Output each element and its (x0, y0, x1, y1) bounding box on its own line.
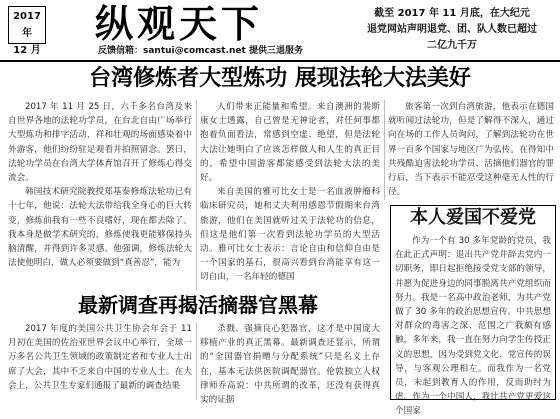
issue-date-box (8, 6, 46, 56)
issue-month: 12 月 (13, 45, 41, 56)
main-headline: 台湾修炼者大型炼功 展现法轮大法美好 (89, 66, 471, 91)
article2-column-1 (8, 322, 192, 400)
article1-paragraph: 2017 年 11 月 25 日，六千多名台湾及来自世界各地的法轮功学员，在台北自由广场举行大型炼功和排字活动，祥和壮观的场面感染着中外游客，他们纷纷驻足观看并拍照留念。罢日，法轮功学员在台湾大学体育馆召开了修炼心得交流会。 (8, 102, 192, 184)
article2-headline: 最新调查再揭活摘器官黑幕 (78, 293, 318, 317)
article1-column-3 (388, 100, 554, 200)
article2-column-2 (200, 322, 380, 406)
opinion-body (395, 234, 551, 417)
opinion-box (390, 205, 556, 417)
withdrawal-count-notice (348, 6, 556, 54)
opinion-title: 本人爱国不爱党 (410, 207, 536, 228)
article1-column-2 (200, 100, 380, 290)
article1-column-1 (8, 100, 192, 290)
article1-paragraph: 旅客第一次到台湾旅游，他表示在德国就听闻过法轮功，但是了解得不深入，通过向在场的工作人员询问，了解到法轮功在世界一百多个国家与地区广为弘传。在得知中共残酷迫害法轮功学员、活摘他们器官的罪行后，当下表示不能忍受这种毫无人性的行径。 (388, 102, 554, 198)
notice-line-2: 退党网站声明退党、团、队人数已超过 (367, 24, 537, 35)
opinion-paragraph: 作为一个有 30 多年党龄的党员，我在此正式声明：退出共产党并辞去党内一切职务，即日起拒绝接受党支部的领导，并愿为促进身边的同事脱离共产党组织而努力。我是一名高中政治老师，为共产党做了 30 多年的政治思想宣传。中共思想对群众的毒害之深、范围之广我颇有感触，多年来，我一直在努力向学生传授正义的思想，因为受到党文化、党宣传的误导，与客观公理相左。而我作为一名党员，未起到教育人的作用，反而助纣为虐。作为一个中国人，我比共产党更爱这个国家 (395, 236, 551, 417)
notice-line-1: 截至 2017 年 11 月底，在大纪元 (374, 8, 530, 19)
newspaper-title: 纵观天下 (95, 1, 264, 46)
article1-paragraph: 人们带来正能量和希望。来自澳洲的裴斯康女士透露，自己曾是无神论者，对任何事都抱着负面看法，常感到空虚、绝望，但是法轮大法让她明白了应该怎样做人和人生的真正目的，希望中国游客都能感受到法轮大法的美好。 (200, 102, 380, 184)
column-divider (384, 100, 385, 200)
article2-paragraph: 2017 年度的美国公共卫生协会年会于 11 月初在美国的佐治亚世界会议中心举行，全球一万多名公共卫生领域的政策制定者和专业人士出席了大会，其中不乏来自中国的专业人士。在大会上，公共卫生专家们通报了最新的调查结果 (8, 324, 192, 391)
column-divider (196, 322, 197, 400)
article1-paragraph: 来自美国的雅可比女士是一名血液肿瘤科临床研究员，她和丈夫利用感恩节假期来台湾旅游，他们在美国就听过关于法轮功的信息，但这是他们第一次看到法轮功学员的大型活动。雅可比女士表示：言论自由和信仰自由是一个国家的基石，很高兴看到台湾能享有这一切自由，一名年轻的德国 (200, 187, 380, 283)
notice-line-3: 二亿九千万 (427, 40, 477, 51)
issue-year: 2017 年 (13, 11, 41, 39)
masthead-rule (0, 60, 560, 62)
feedback-email: 反馈信箱：santui@comcast.net 提供三退服务 (98, 46, 303, 56)
article2-paragraph: 杀戮、强摘良心犯器官，这才是中国庞大移植产业的真正黑幕。最新调查还显示，所谓的“全国器官捐赠与分配系统”只是名义上存在，基本无法供医院调配器官。伦敦独立人权律师乔高说：中共所谓的改革，还没有获得真实的证据 (200, 324, 380, 406)
article1-paragraph: 韩国技术研究院教授郑基泰修炼法轮功已有十七年，他说：法轮大法带给我全身心的巨大转变，修炼前我有一些不良嗜好，现在都去除了。我本身是做学术研究的，修炼使我更能够保持头脑清醒，并得到许多灵感。他强调，修炼法轮大法使他明白，做人必须要做到“真善忍”，能为 (8, 187, 192, 269)
column-divider (196, 100, 197, 290)
